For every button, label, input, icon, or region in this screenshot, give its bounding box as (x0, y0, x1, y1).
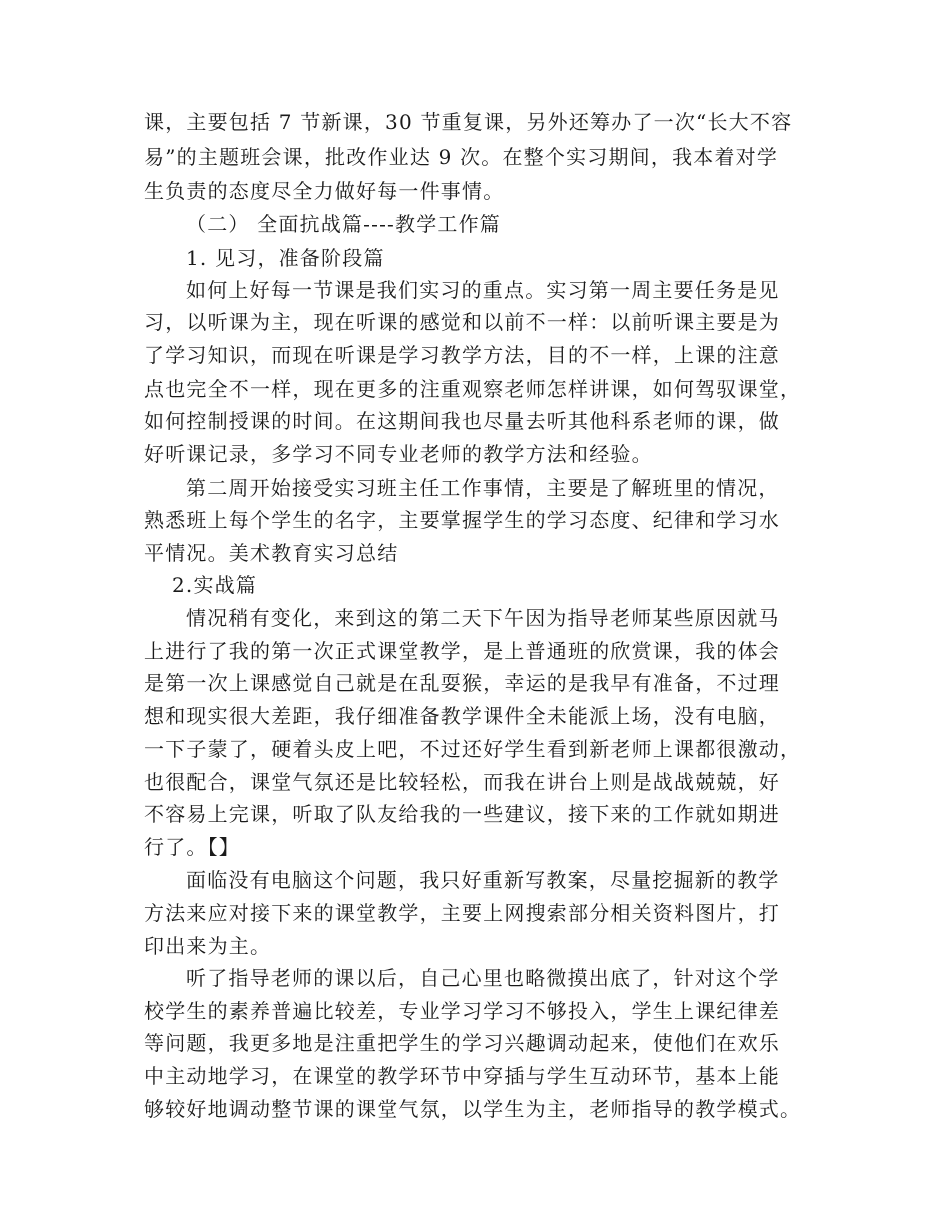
body-line: 印出来为主。 (144, 934, 272, 958)
body-line: 不容易上完课，听取了队友给我的一些建议，接下来的工作就如期进 (144, 802, 780, 826)
body-line: 如何控制授课的时间。在这期间我也尽量去听其他科系老师的课，做 (144, 409, 780, 433)
body-line: 课，主要包括 7 节新课，30 节重复课，另外还筹办了一次“长大不容 (144, 110, 793, 134)
body-line: 够较好地调动整节课的课堂气氛，以学生为主，老师指导的教学模式。 (144, 1097, 802, 1121)
body-line: 好听课记录，多学习不同专业老师的教学方法和经验。 (144, 442, 653, 466)
body-line: 中主动地学习，在课堂的教学环节中穿插与学生互动环节，基本上能 (144, 1064, 780, 1088)
body-line: 点也完全不一样，现在更多的注重观察老师怎样讲课，如何驾驭课堂， (144, 377, 802, 401)
body-line: 面临没有电脑这个问题，我只好重新写教案，尽量挖掘新的教学 (186, 868, 780, 892)
section-heading: （二） 全面抗战篇----教学工作篇 (186, 212, 501, 236)
body-line: 习，以听课为主，现在听课的感觉和以前不一样：以前听课主要是为 (144, 310, 780, 334)
body-line: 如何上好每一节课是我们实习的重点。实习第一周主要任务是见 (186, 278, 780, 302)
body-line: 等问题，我更多地是注重把学生的学习兴趣调动起来，使他们在欢乐 (144, 1031, 780, 1055)
body-line: 第二周开始接受实习班主任工作事情，主要是了解班里的情况， (186, 476, 780, 500)
body-line: 情况稍有变化，来到这的第二天下午因为指导老师某些原因就马 (186, 606, 780, 630)
body-line: 熟悉班上每个学生的名字，主要掌握学生的学习态度、纪律和学习水 (144, 508, 780, 532)
body-line: 听了指导老师的课以后，自己心里也略微摸出底了，针对这个学 (186, 966, 780, 990)
body-line: 是第一次上课感觉自己就是在乱耍猴，幸运的是我早有准备，不过理 (144, 671, 780, 695)
body-line: 易”的主题班会课，批改作业达 9 次。在整个实习期间，我本着对学 (144, 145, 779, 169)
subsection-heading: 2.实战篇 (172, 573, 258, 597)
body-line: 也很配合，课堂气氛还是比较轻松，而我在讲台上则是战战兢兢，好 (144, 770, 780, 794)
body-line: 平情况。美术教育实习总结 (144, 541, 399, 565)
body-line: 方法来应对接下来的课堂教学，主要上网搜索部分相关资料图片，打 (144, 901, 780, 925)
body-line: 行了。【】 (144, 835, 240, 859)
body-line: 校学生的素养普遍比较差，专业学习学习不够投入，学生上课纪律差 (144, 999, 780, 1023)
subsection-heading: 1. 见习，准备阶段篇 (186, 246, 385, 270)
body-line: 生负责的态度尽全力做好每一件事情。 (144, 179, 505, 203)
body-line: 上进行了我的第一次正式课堂教学，是上普通班的欣赏课，我的体会 (144, 639, 780, 663)
body-line: 想和现实很大差距，我仔细准备教学课件全未能派上场，没有电脑， (144, 704, 780, 728)
body-line: 了学习知识，而现在听课是学习教学方法，目的不一样，上课的注意 (144, 343, 780, 367)
body-line: 一下子蒙了，硬着头皮上吧，不过还好学生看到新老师上课都很激动， (144, 737, 802, 761)
